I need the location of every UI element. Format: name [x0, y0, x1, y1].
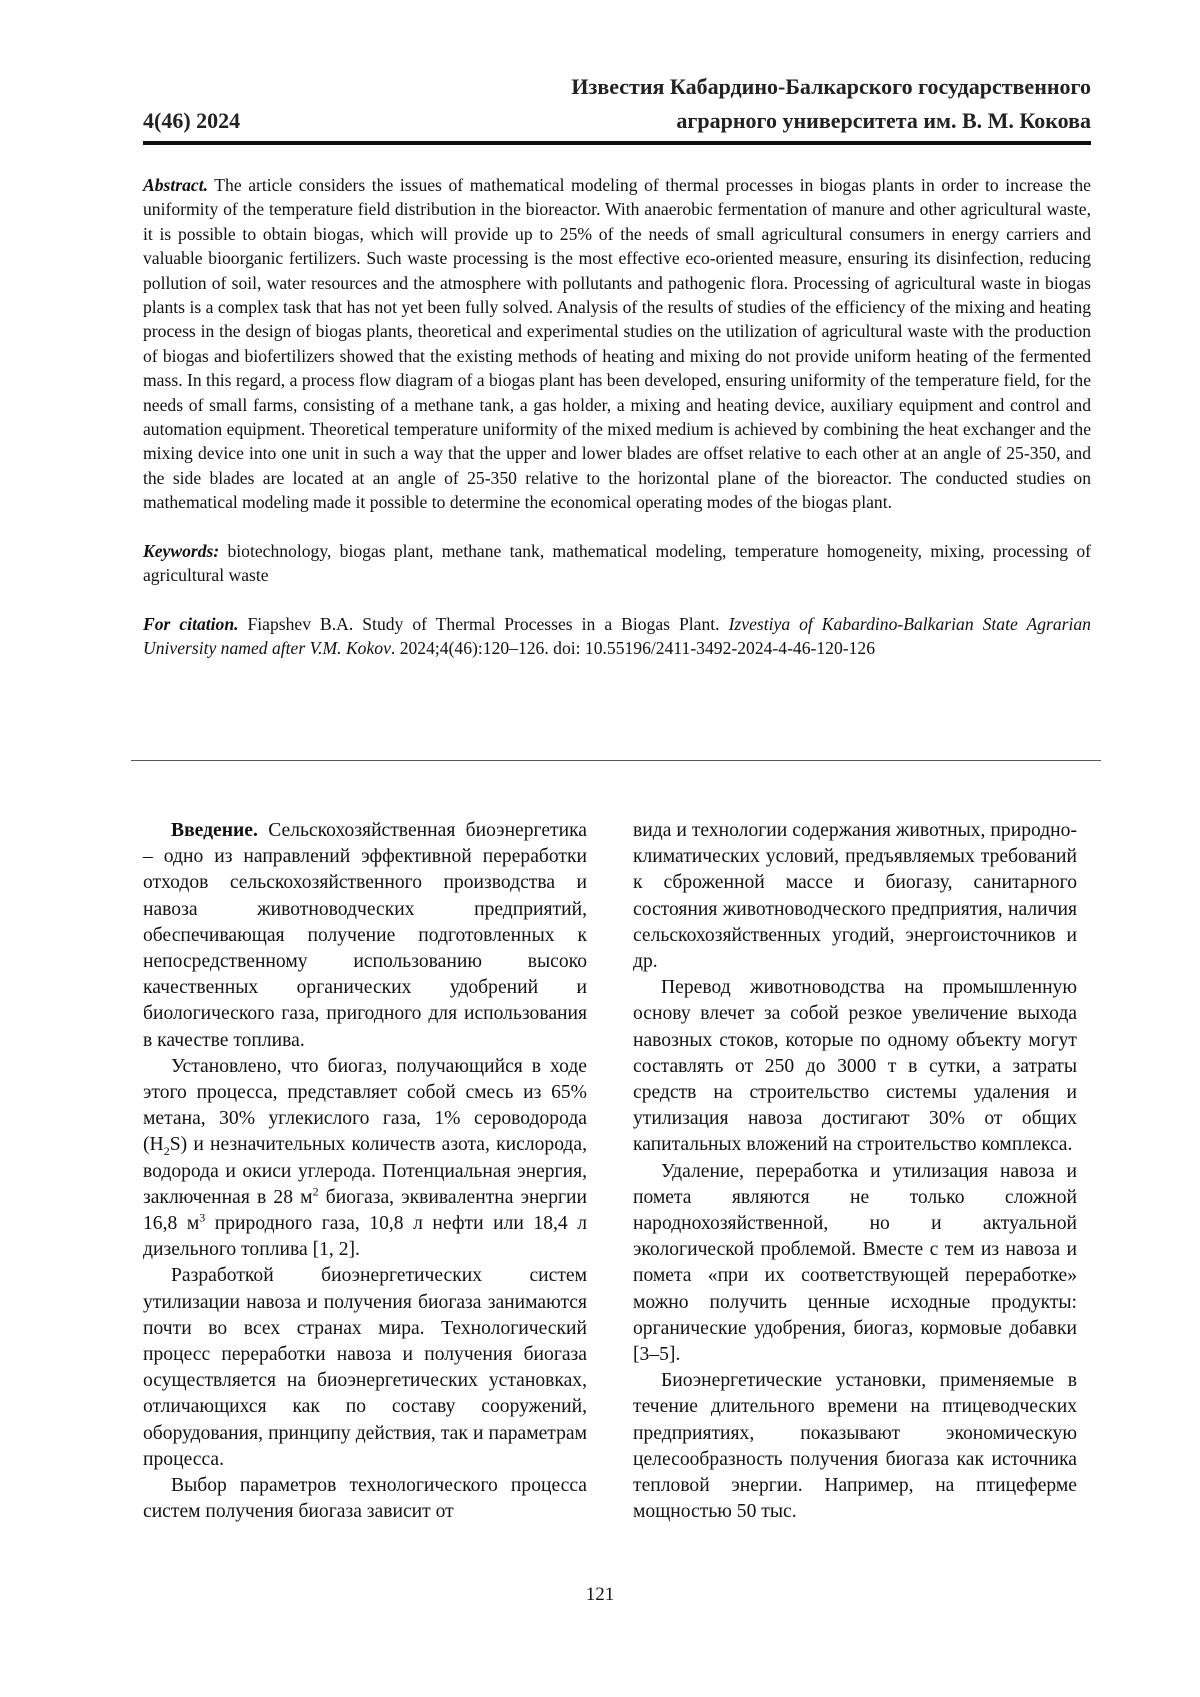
- superscript: 3: [199, 1210, 206, 1225]
- subscript: 2: [163, 1144, 170, 1159]
- body-paragraph: Разработкой биоэнергетических систем утилизации навоза и получения биогаза занимаются почти во всех странах мира. Технологический процесс переработки навоза и получения биогаза осуществляется на биоэнергетических установках, отличающихся как по составу сооружений, оборудования, принципу действия, так и параметрам процесса.: [143, 1265, 587, 1470]
- citation-tail: . 2024;4(46):120–126. doi: 10.55196/2411-3492-2024-4-46-120-126: [390, 637, 876, 658]
- header-rule: [143, 141, 1091, 145]
- abstract-label: Abstract.: [143, 175, 209, 195]
- abstract-section: [143, 173, 1091, 660]
- body-paragraph: Перевод животноводства на промышленную основу влечет за собой резкое увеличение выхода навозных стоков, которые по одному объекту могут составлять от 250 до 3000 т в сутки, а затраты средств на строительство системы удаления и утилизация навоза достигают 30% от общих капитальных вложений на строительство комплекса.: [633, 977, 1077, 1156]
- page-number: 121: [585, 1584, 615, 1605]
- abstract-paragraph: [143, 173, 1091, 515]
- journal-title-line-1: Известия Кабардино-Балкарского государственного: [571, 74, 1091, 99]
- superscript: 2: [312, 1184, 319, 1199]
- body-column-left: [143, 818, 587, 1525]
- running-header: [143, 74, 1091, 144]
- body-paragraph: Биоэнергетические установки, применяемые в течение длительного времени на птицеводческих предприятиях, показывают экономическую целесообразность получения биогаза как источника тепловой энергии. Например, на птицеферме мощностью 50 тыс.: [633, 1370, 1077, 1523]
- section-divider: [131, 760, 1101, 761]
- body-paragraph: вида и технологии содержания животных, природно-климатических условий, предъявляемых требований к сброженной массе и биогазу, санитарного состояния животноводческого предприятия, наличия сельскохозяйственных угодий, энергоисточников и др.: [633, 820, 1077, 973]
- body-text: биогаза, эквивалентна энергии 16,8 м: [143, 1186, 587, 1235]
- citation-text: Fiapshev B.A. Study of Thermal Processes in a Biogas Plant.: [238, 613, 729, 634]
- issue-number: 4(46) 2024: [143, 108, 241, 133]
- keywords-text: biotechnology, biogas plant, methane tank, mathematical modeling, temperature homogeneity, mixing, processing of agricultural waste: [143, 540, 1091, 586]
- keywords-paragraph: [143, 539, 1091, 588]
- introduction-heading: Введение.: [171, 820, 258, 841]
- body-text: S) и незначительных количеств азота, кислорода, водорода и окиси углерода. Потенциальная энергия, заключенная в 28 м: [143, 1134, 587, 1208]
- body-text: природного газа, 10,8 л нефти или 18,4 л дизельного топлива [1, 2].: [143, 1213, 588, 1261]
- citation-journal: Izvestiya of Kabardino-Balkarian State Agrarian University named after V.M. Kokov: [143, 613, 1091, 658]
- body-text: Установлено, что биогаз, получающийся в ходе этого процесса, представляет собой смесь из 65% метана, 30% углекислого газа, 1% сероводорода (H: [143, 1055, 587, 1156]
- citation-paragraph: [143, 612, 1091, 661]
- body-paragraph: [143, 1054, 587, 1264]
- abstract-text: The article considers the issues of mathematical modeling of thermal processes in biogas plants in order to increase the uniformity of the temperature field distribution in the bioreactor. With anaerobic fermentation of manure and other agricultural waste, it is possible to obtain biogas, which will provide up to 25% of the needs of small agricultural consumers in energy carriers and valuable bioorganic fertilizers. Such waste processing is the most effective eco-oriented measure, ensuring its disinfection, reducing pollution of soil, water resources and the atmosphere with pollutants and pathogenic flora. Processing of agricultural waste in biogas plants is a complex task that has not yet been fully solved. Analysis of the results of studies of the efficiency of the mixing and heating process in the design of biogas plants, theoretical and experimental studies on the utilization of agricultural waste with the production of biogas and biofertilizers showed that the existing methods of heating and mixing do not provide uniform heating of the fermented mass. In this regard, a process flow diagram of a biogas plant has been developed, ensuring uniformity of the temperature field, for the needs of small farms, consisting of a methane tank, a gas holder, a mixing and heating device, auxiliary equipment and control and automation equipment. Theoretical temperature uniformity of the mixed medium is achieved by combining the heat exchanger and the mixing device into one unit in such a way that the upper and lower blades are offset relative to each other at an angle of 25-350, and the side blades are located at an angle of 25-350 relative to the horizontal plane of the bioreactor. The conducted studies on mathematical modeling made it possible to determine the economical operating modes of the biogas plant.: [143, 175, 1091, 513]
- journal-title-line-2: аграрного университета им. В. М. Кокова: [676, 108, 1091, 133]
- body-paragraph: Выбор параметров технологического процесса систем получения биогаза зависит от: [143, 1475, 587, 1523]
- body-column-right: [633, 818, 1077, 1525]
- citation-label: For citation.: [143, 613, 239, 634]
- body-text: Сельскохозяйственная биоэнергетика – одно из направлений эффективной переработки отходов сельскохозяйственного производства и навоза животноводческих предприятий, обеспечивающая получение подготовленных к непосредственному использованию высоко качественных органических удобрений и биологического газа, пригодного для использования в качестве топлива.: [143, 820, 587, 1051]
- body-paragraph: [143, 818, 587, 1054]
- keywords-label: Keywords:: [143, 540, 220, 561]
- body-paragraph: Удаление, переработка и утилизация навоза и помета являются не только сложной народнохозяйственной, но и актуальной экологической проблемой. Вместе с тем из навоза и помета «при их соответствующей переработке» можно получить ценные исходные продукты: органические удобрения, биогаз, кормовые добавки [3–5].: [633, 1160, 1077, 1366]
